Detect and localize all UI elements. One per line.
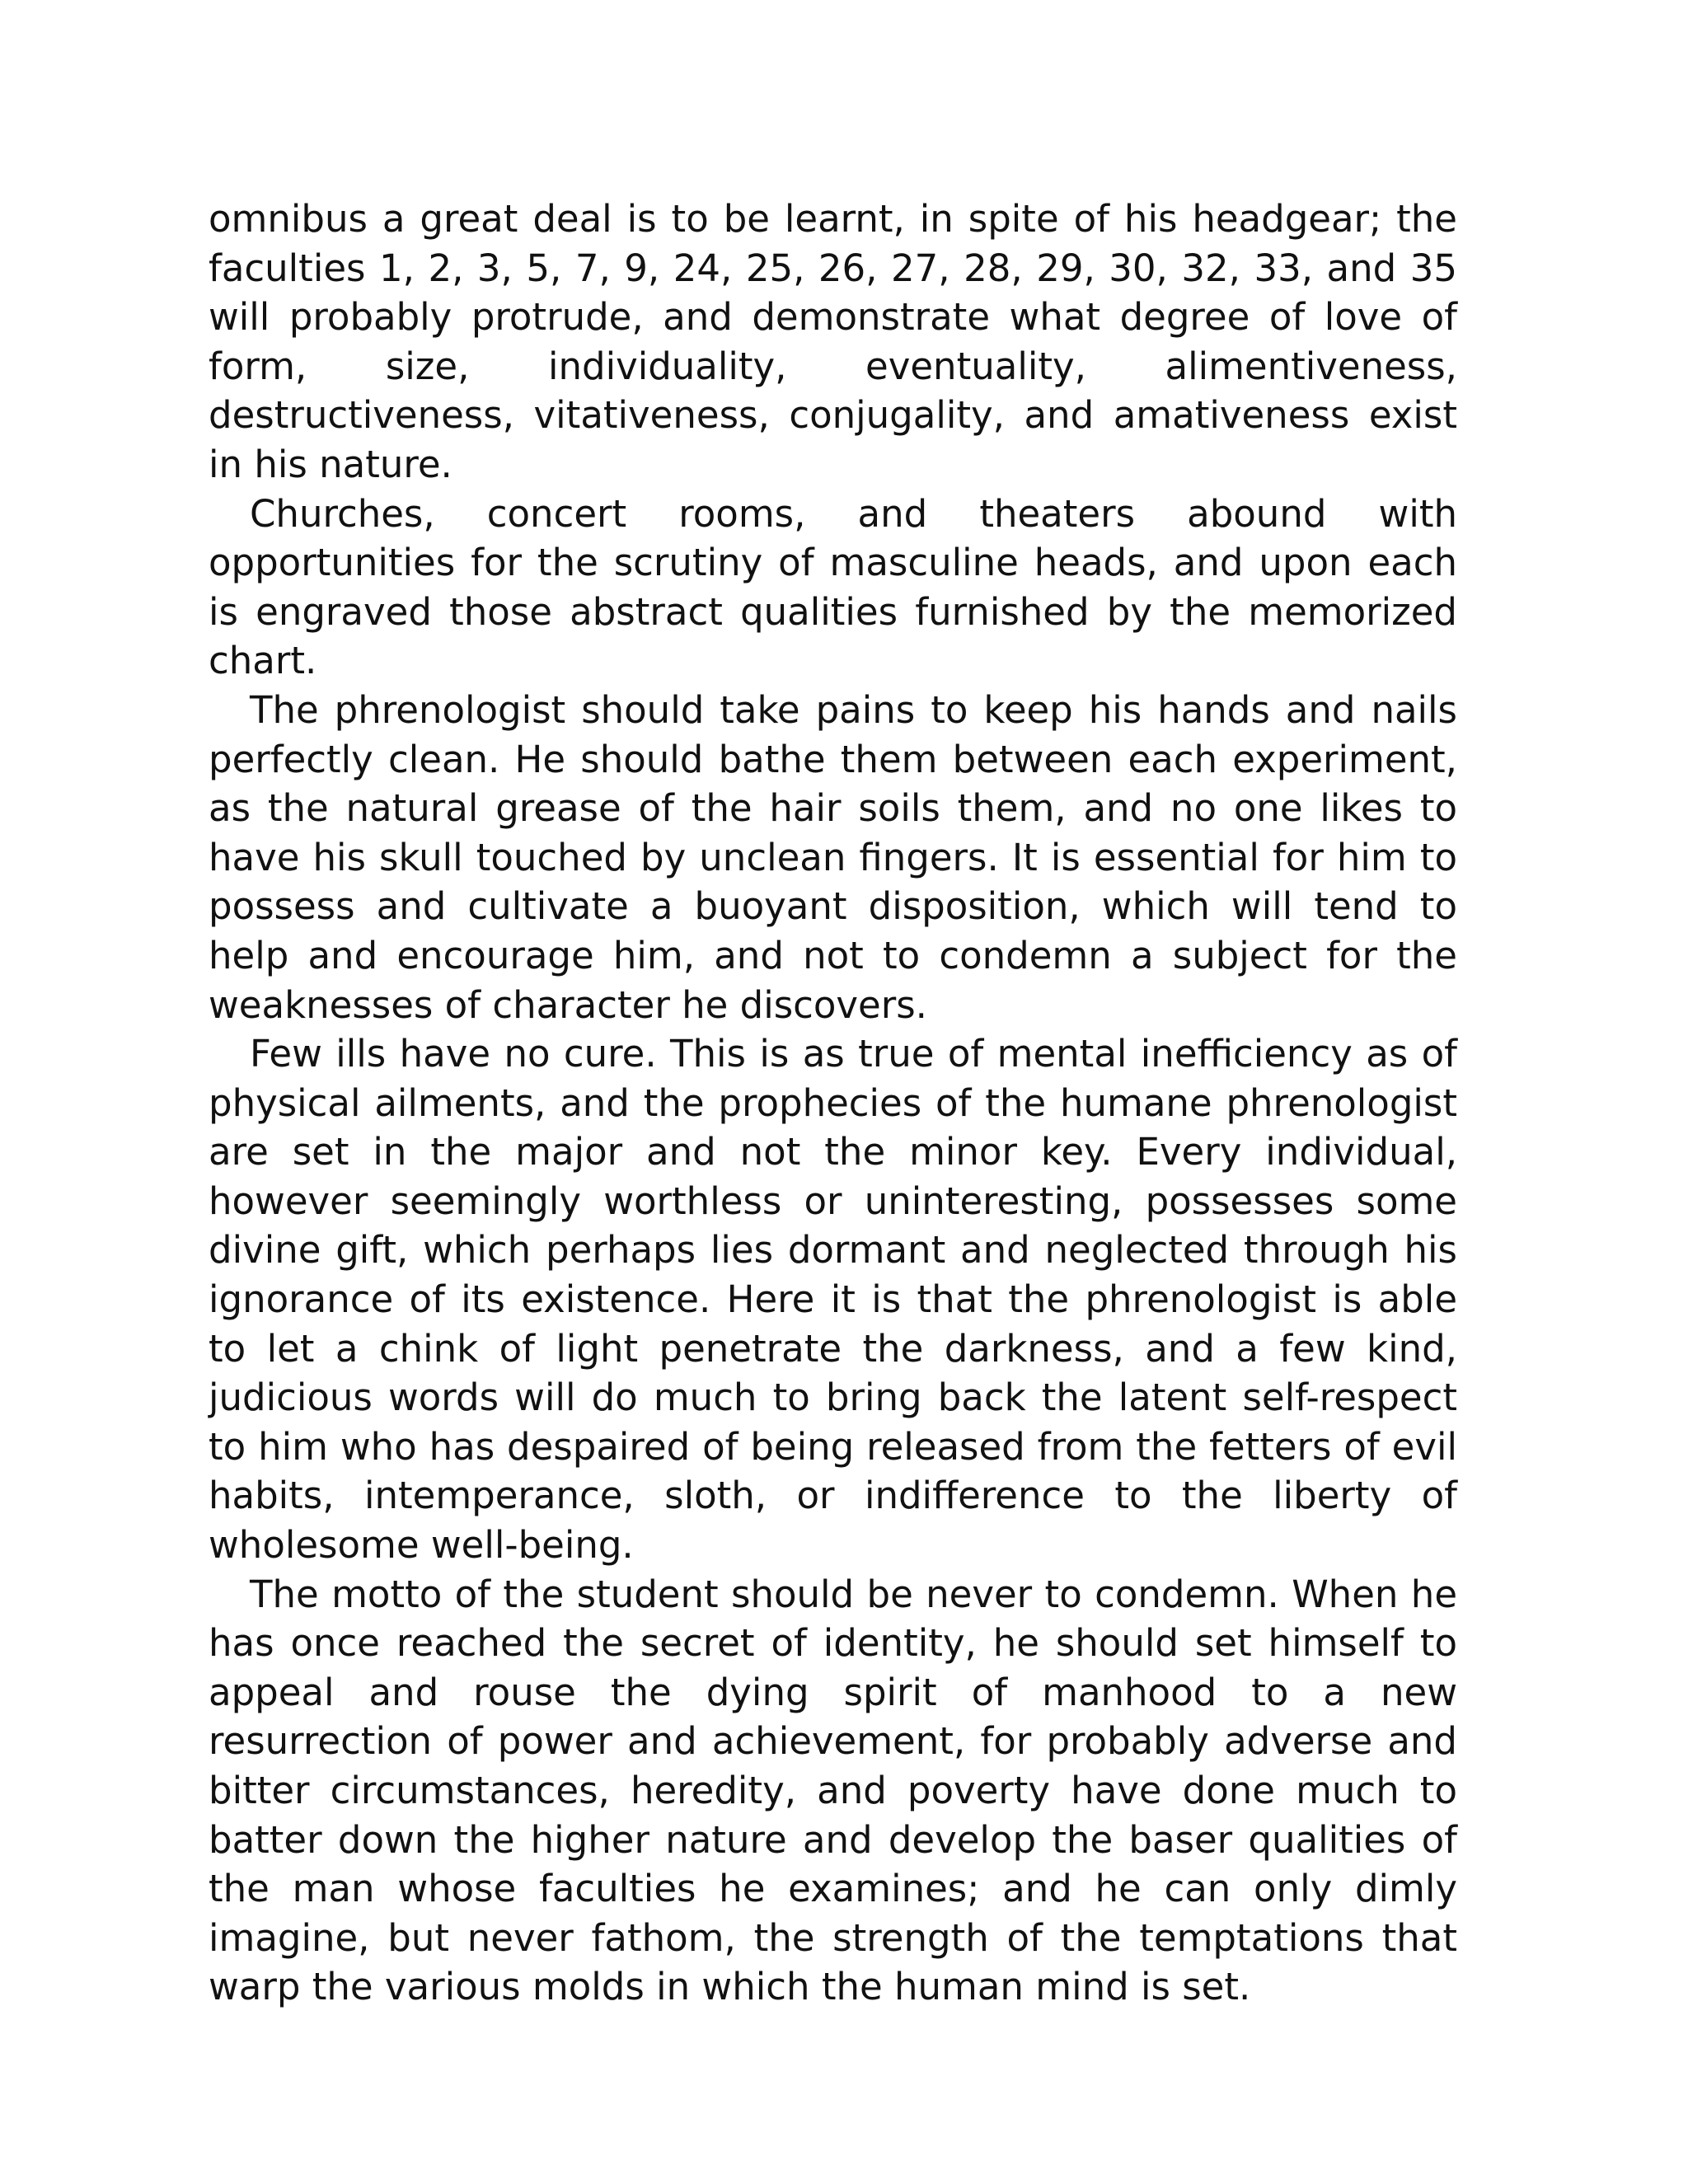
- paragraph-omnibus: omnibus a great deal is to be learnt, in spite of his headgear; the faculties 1, 2, 3, 5, 7, 9, 24, 25, 26, 27, 28, 29, 30, 32, 33, and 35 will probably protrude, and demonstrate what degree of love of form, size, individuality, eventuality, alimentiveness, destructiveness, vitativeness, conjugality, and amativeness exist in his nature.: [209, 197, 1457, 486]
- paragraph-motto: The motto of the student should be never to condemn. When he has once reached the secret of identity, he should set himself to appeal and rouse the dying spirit of manhood to a new resurrection of power and achievement, for probably adverse and bitter circumstances, heredity, and poverty have done much to batter down the higher nature and develop the baser qualities of the man whose faculties he examines; and he can only dimly imagine, but never fathom, the strength of the temptations that warp the various molds in which the human mind is set.: [209, 1572, 1457, 2009]
- page-body: [209, 194, 1457, 2012]
- paragraph-phrenologist-hygiene: The phrenologist should take pains to keep his hands and nails perfectly clean. He should bathe them between each experiment, as the natural grease of the hair soils them, and no one likes to have his skull touched by unclean fingers. It is essential for him to possess and cultivate a buoyant disposition, which will tend to help and encourage him, and not to condemn a subject for the weaknesses of character he discovers.: [209, 687, 1457, 1027]
- paragraph-few-ills: Few ills have no cure. This is as true of mental inefficiency as of physical ailments, and the prophecies of the humane phrenologist are set in the major and not the minor key. Every individual, however seemingly worthless or uninteresting, possesses some divine gift, which perhaps lies dormant and neglected through his ignorance of its existence. Here it is that the phrenologist is able to let a chink of light penetrate the darkness, and a few kind, judicious words will do much to bring back the latent self-respect to him who has despaired of being released from the fetters of evil habits, intemperance, sloth, or indifference to the liberty of wholesome well-being.: [209, 1032, 1457, 1568]
- paragraph-churches: Churches, concert rooms, and theaters abound with opportunities for the scrutiny of masculine heads, and upon each is engraved those abstract qualities furnished by the memorized chart.: [209, 491, 1457, 683]
